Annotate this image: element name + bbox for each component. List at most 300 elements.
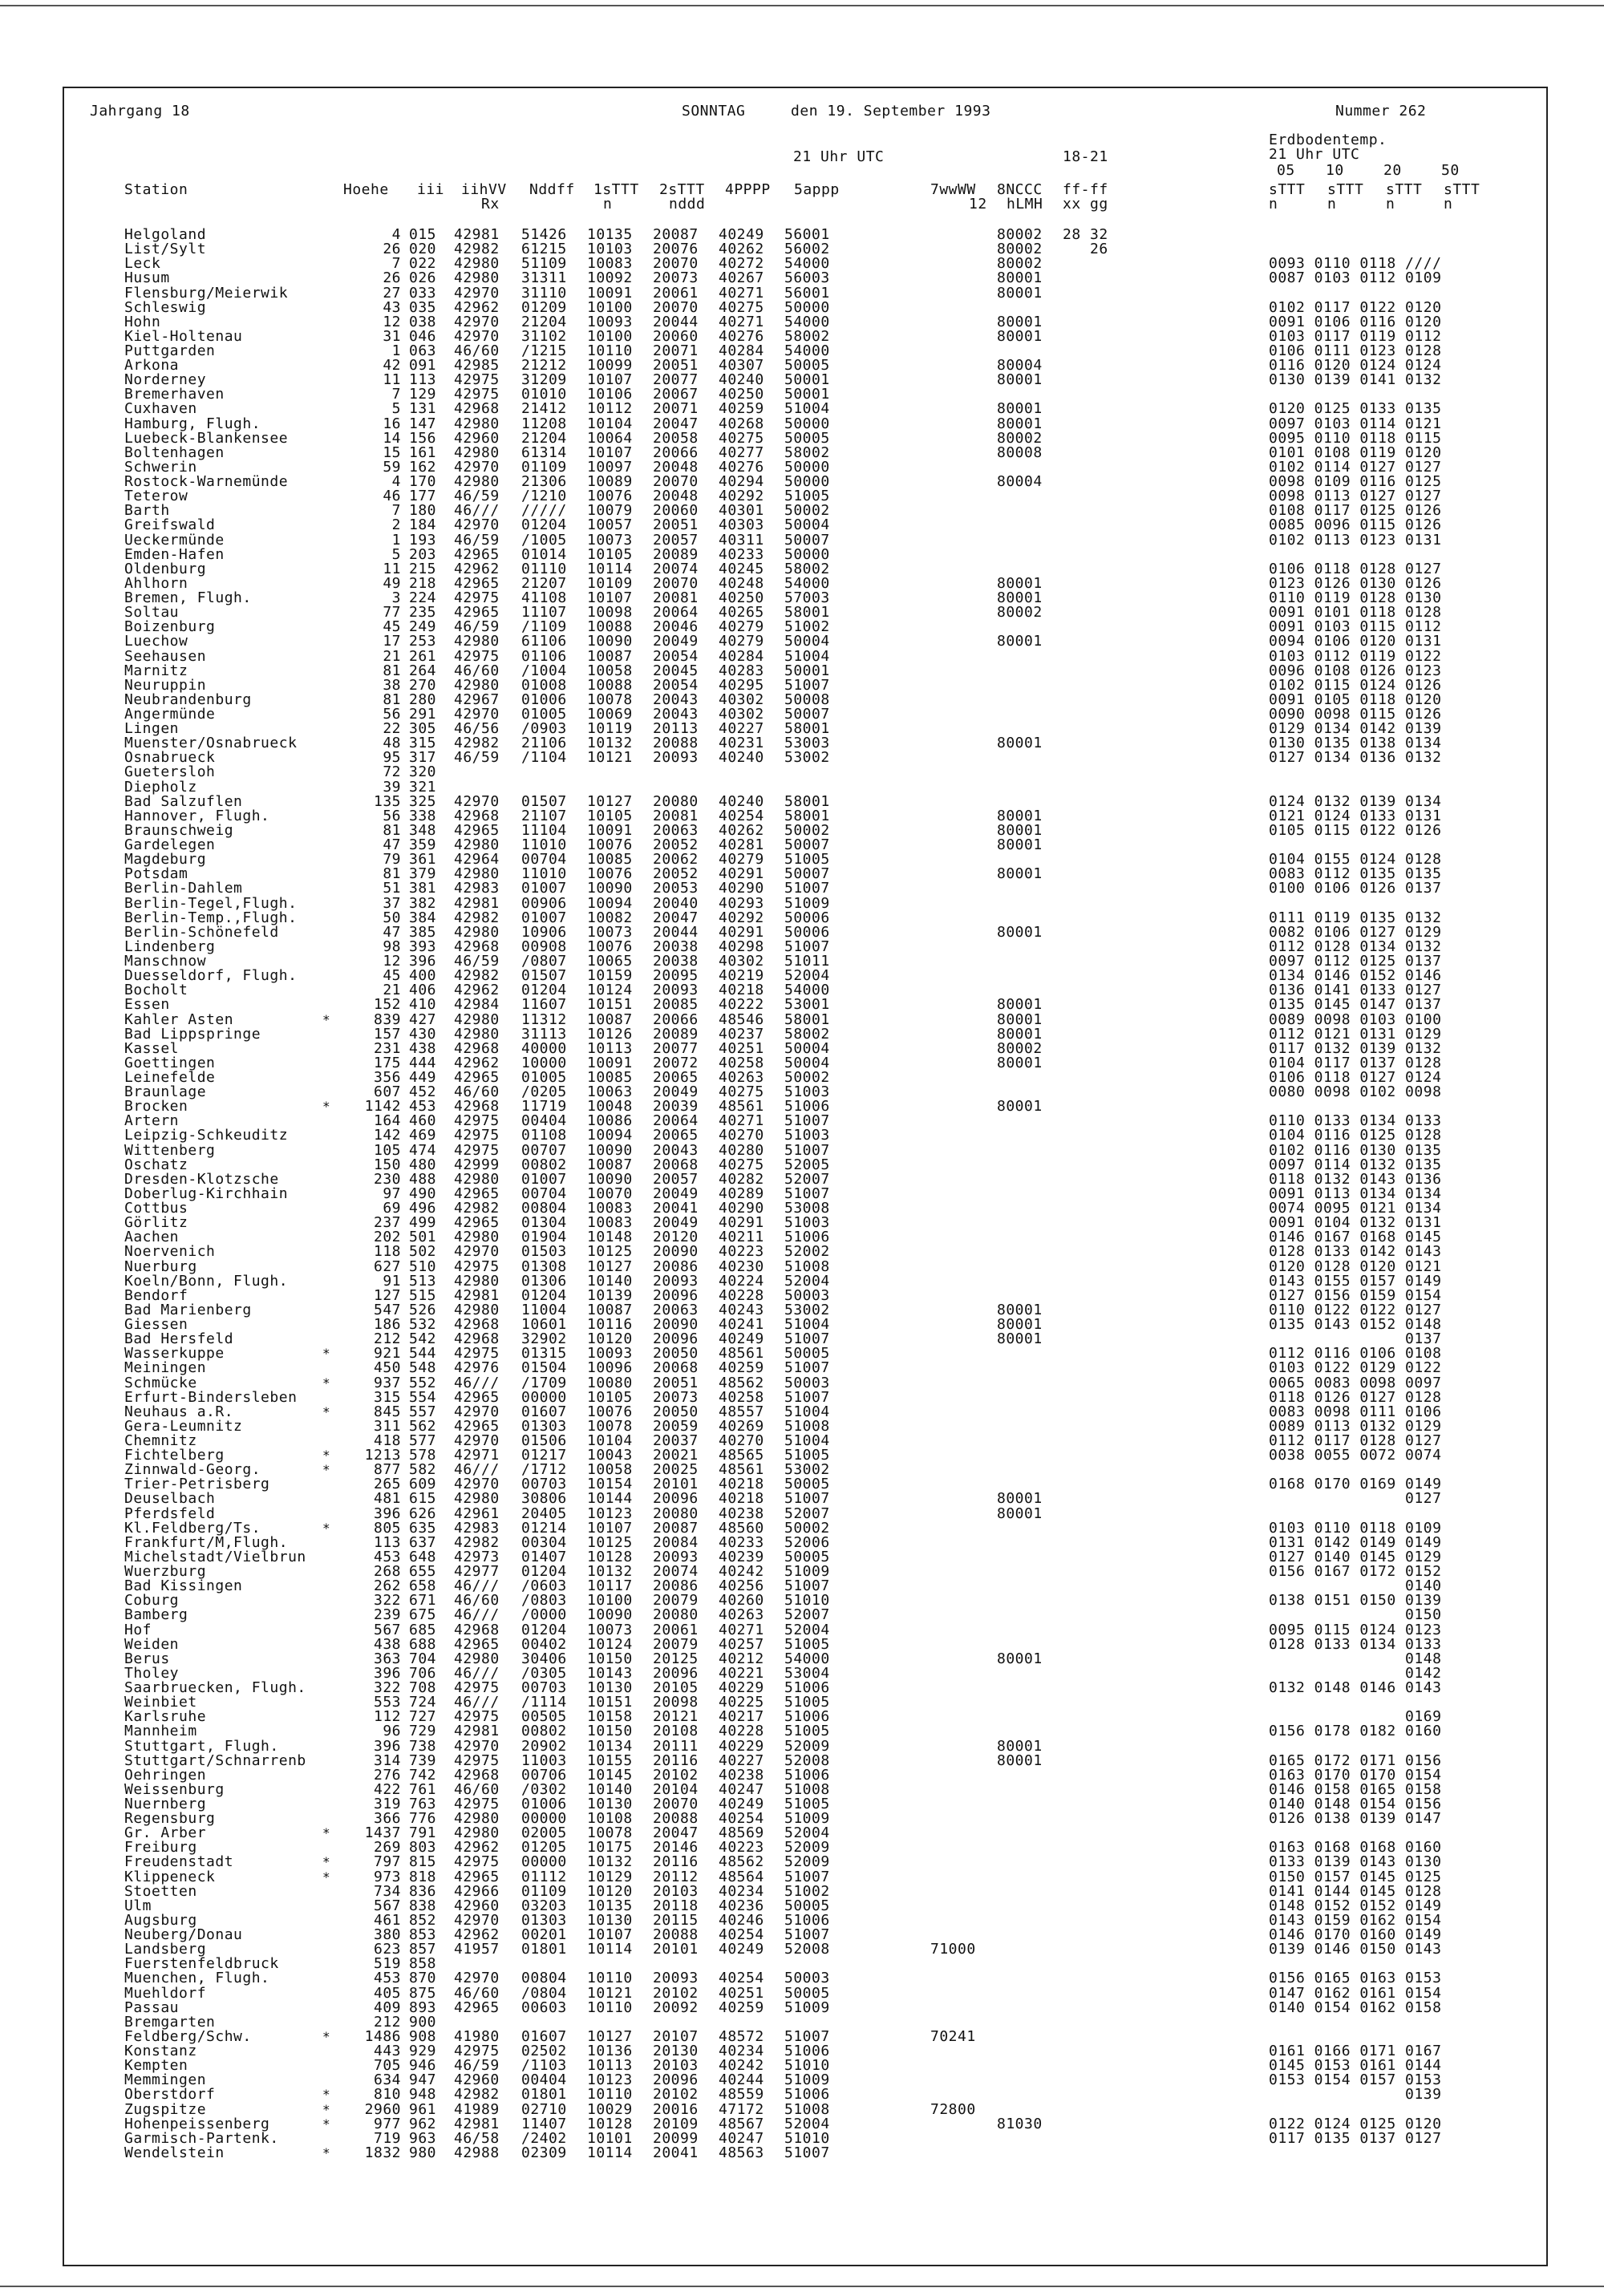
erd-temps: 0121 0124 0133 0131 (1269, 807, 1442, 824)
erd-temps: 0106 0118 0128 0127 (1269, 560, 1442, 577)
iii: 947 (409, 2071, 437, 2089)
erd-temps: 0146 0167 0168 0145 (1269, 1229, 1442, 1246)
station-name: Gardelegen (124, 836, 216, 853)
hoehe: 43 (383, 298, 401, 316)
group-1sttt: 10092 (587, 269, 633, 287)
nddff: 00404 (521, 2071, 567, 2089)
station-name: Landsberg (124, 1941, 207, 1958)
station-name: Soltau (124, 604, 180, 622)
group-1sttt: 10073 (587, 923, 633, 941)
nddff: 01204 (521, 1286, 567, 1304)
nddff: 10000 (521, 1054, 567, 1071)
group-4pppp: 40240 (719, 371, 764, 389)
group-5appp: 52009 (784, 1737, 830, 1755)
group-2sttt: 20090 (653, 1243, 699, 1261)
iihvv: 42970 (454, 516, 500, 534)
group-2sttt: 20080 (653, 792, 699, 810)
group-4pppp: 40302 (719, 690, 764, 708)
group-5appp: 58001 (784, 792, 830, 810)
iihvv: 42960 (454, 429, 500, 447)
iihvv: 42970 (454, 458, 500, 476)
group-1sttt: 10112 (587, 400, 633, 418)
group-5appp: 50000 (784, 545, 830, 563)
hoehe: 315 (373, 1388, 401, 1406)
table-row (0, 1608, 1604, 1622)
col-erd-sttt-2: sTTT (1327, 181, 1364, 198)
group-1sttt: 10110 (587, 342, 633, 359)
iihvv: 42981 (454, 1286, 500, 1304)
erd-temps: 0133 0139 0143 0130 (1269, 1853, 1442, 1871)
iihvv: 42962 (454, 1926, 500, 1943)
erd-temps: 0126 0138 0139 0147 (1269, 1810, 1442, 1828)
group-1sttt: 10093 (587, 313, 633, 330)
hoehe: 97 (383, 1184, 401, 1202)
station-name: Stuttgart/Schnarrenb (124, 1751, 306, 1769)
station-name: Freudenstadt (124, 1853, 234, 1871)
erd-temps: 0083 0098 0111 0106 (1269, 1403, 1442, 1420)
mountain-marker: * (322, 1403, 330, 1419)
iii: 526 (409, 1301, 437, 1318)
table-row (0, 1039, 1604, 1057)
group-4pppp: 40298 (719, 937, 764, 955)
group-5appp: 50005 (784, 1345, 830, 1363)
station-name: Weinbiet (124, 1694, 197, 1711)
group-2sttt: 20116 (653, 1751, 699, 1769)
station-name: Berlin-Tegel,Flugh. (124, 894, 298, 912)
nddff: 51426 (521, 226, 567, 243)
group-5appp: 54000 (784, 1650, 830, 1667)
iihvv: 42982 (454, 1200, 500, 1217)
iihvv: 42975 (454, 1708, 500, 1726)
hoehe: 805 (373, 1519, 401, 1537)
group-4pppp: 40258 (719, 1388, 764, 1406)
group-4pppp: 40262 (719, 821, 764, 839)
group-1sttt: 10083 (587, 1214, 633, 1232)
iihvv: 42980 (454, 1824, 500, 1842)
group-1sttt: 10128 (587, 2115, 633, 2132)
group-5appp: 51006 (784, 2086, 830, 2104)
nddff: 21207 (521, 574, 567, 592)
group-4pppp: 40211 (719, 1229, 764, 1246)
group-2sttt: 20093 (653, 1272, 699, 1290)
erd-temps: 0132 0148 0146 0143 (1269, 1679, 1442, 1696)
group-2sttt: 20104 (653, 1780, 699, 1798)
group-4pppp: 40244 (719, 2071, 764, 2089)
nddff: 01503 (521, 1243, 567, 1261)
group-5appp: 51003 (784, 1127, 830, 1144)
group-8nccc: 80001 (997, 836, 1043, 853)
hoehe: 977 (373, 2115, 401, 2132)
group-8nccc: 80008 (997, 443, 1043, 461)
group-5appp: 50005 (784, 1548, 830, 1565)
table-row (0, 678, 1604, 693)
hoehe: 81 (383, 821, 401, 839)
nddff: /1104 (521, 749, 567, 767)
group-5appp: 50004 (784, 1054, 830, 1071)
group-8nccc: 80001 (997, 1301, 1043, 1318)
iihvv: 42971 (454, 1447, 500, 1464)
group-4pppp: 48567 (719, 2115, 764, 2132)
nddff: 40000 (521, 1039, 567, 1057)
group-8nccc: 80001 (997, 1330, 1043, 1348)
erd-temps: 0156 0165 0163 0153 (1269, 1970, 1442, 1987)
group-4pppp: 40275 (719, 429, 764, 447)
group-2sttt: 20108 (653, 1723, 699, 1740)
station-name: Leipzig-Schkeuditz (124, 1127, 289, 1144)
iii: 393 (409, 937, 437, 955)
group-4pppp: 40270 (719, 1127, 764, 1144)
nddff: 01407 (521, 1548, 567, 1565)
hoehe: 17 (383, 633, 401, 650)
hoehe: 1213 (364, 1447, 401, 1464)
hoehe: 973 (373, 1868, 401, 1885)
iihvv: 42970 (454, 792, 500, 810)
iihvv: 42970 (454, 1432, 500, 1449)
group-4pppp: 40301 (719, 502, 764, 520)
group-1sttt: 10130 (587, 1911, 633, 1929)
group-4pppp: 48561 (719, 1098, 764, 1116)
hoehe: 14 (383, 429, 401, 447)
erd-temps: 0112 0117 0128 0127 (1269, 1432, 1442, 1449)
nddff: 01506 (521, 1432, 567, 1449)
nddff: /1210 (521, 488, 567, 505)
station-name: Luebeck-Blankensee (124, 429, 289, 447)
hoehe: 45 (383, 967, 401, 985)
iihvv: 42965 (454, 1069, 500, 1086)
table-row (0, 881, 1604, 896)
erd-temps: 0089 0113 0132 0129 (1269, 1417, 1442, 1435)
group-2sttt: 20079 (653, 1635, 699, 1653)
erd-temps: 0094 0106 0120 0131 (1269, 633, 1442, 650)
table-row (0, 1521, 1604, 1536)
station-name: Wasserkuppe (124, 1345, 225, 1363)
iii: 655 (409, 1563, 437, 1580)
station-name: Essen (124, 996, 170, 1014)
group-1sttt: 10076 (587, 488, 633, 505)
station-name: Hohenpeissenberg (124, 2115, 270, 2132)
hoehe: 443 (373, 2043, 401, 2059)
group-2sttt: 20060 (653, 502, 699, 520)
station-name: Muenster/Osnabrueck (124, 735, 298, 752)
iii: 430 (409, 1025, 437, 1043)
group-4pppp: 40228 (719, 1286, 764, 1304)
iii: 035 (409, 298, 437, 316)
group-4pppp: 47172 (719, 2100, 764, 2118)
nddff: 00404 (521, 1112, 567, 1130)
iihvv: 41980 (454, 2027, 500, 2045)
station-name: Wendelstein (124, 2144, 225, 2161)
iii: 038 (409, 313, 437, 330)
iihvv: 42968 (454, 937, 500, 955)
nddff: 01205 (521, 1839, 567, 1857)
station-name: Marnitz (124, 662, 188, 679)
nddff: 11107 (521, 604, 567, 622)
iihvv: 42975 (454, 1679, 500, 1696)
group-1sttt: 10129 (587, 1868, 633, 1885)
mountain-marker: * (322, 1869, 330, 1885)
hoehe: 5 (391, 545, 401, 563)
table-row (0, 1882, 1604, 1900)
iii: 382 (409, 894, 437, 912)
iii: 582 (409, 1461, 437, 1479)
group-4pppp: 40249 (719, 1941, 764, 1958)
mountain-marker: * (322, 1099, 330, 1115)
table-row (0, 1635, 1604, 1653)
hoehe: 27 (383, 284, 401, 302)
iii: 857 (409, 1941, 437, 1958)
group-8nccc: 80004 (997, 357, 1043, 375)
iii: 063 (409, 342, 437, 359)
iii: 724 (409, 1694, 437, 1711)
erd-temps: 0091 0103 0115 0112 (1269, 618, 1442, 636)
hoehe: 237 (373, 1214, 401, 1232)
nddff: /1215 (521, 342, 567, 359)
group-8nccc: 80001 (997, 923, 1043, 941)
group-4pppp: 40254 (719, 1926, 764, 1943)
col-4pppp: 4PPPP (725, 181, 771, 198)
iii: 113 (409, 371, 437, 389)
group-4pppp: 40271 (719, 313, 764, 330)
group-2sttt: 20046 (653, 618, 699, 636)
station-name: Goettingen (124, 1054, 216, 1071)
group-4pppp: 48560 (719, 1519, 764, 1537)
iihvv: 42981 (454, 226, 500, 243)
erd-temps: 0089 0098 0103 0100 (1269, 1010, 1442, 1028)
group-2sttt: 20103 (653, 1882, 699, 1900)
iii: 474 (409, 1141, 437, 1159)
group-5appp: 51007 (784, 1926, 830, 1943)
group-5appp: 54000 (784, 574, 830, 592)
nddff: 20405 (521, 1504, 567, 1522)
group-4pppp: 40284 (719, 647, 764, 665)
erd-temps: 0143 0155 0157 0149 (1269, 1272, 1442, 1290)
col-erd-sttt-4: sTTT (1444, 181, 1480, 198)
hoehe: 405 (373, 1984, 401, 2002)
iii: 675 (409, 1606, 437, 1624)
group-2sttt: 20074 (653, 1563, 699, 1580)
table-row (0, 792, 1604, 810)
station-name: Seehausen (124, 647, 207, 665)
group-5appp: 52007 (784, 1504, 830, 1522)
nddff: 01106 (521, 647, 567, 665)
group-1sttt: 10043 (587, 1447, 633, 1464)
group-1sttt: 10121 (587, 1984, 633, 2002)
iihvv: 42980 (454, 415, 500, 432)
iii: 688 (409, 1635, 437, 1653)
nddff: 10906 (521, 923, 567, 941)
group-4pppp: 40303 (719, 516, 764, 534)
group-5appp: 51009 (784, 894, 830, 912)
station-name: Erfurt-Bindersleben (124, 1388, 298, 1406)
erd-temps: 0140 0154 0162 0158 (1269, 1998, 1442, 2016)
erd-temps: 0097 0112 0125 0137 (1269, 953, 1442, 970)
iihvv: 42965 (454, 1417, 500, 1435)
group-1sttt: 10150 (587, 1723, 633, 1740)
iii: 948 (409, 2086, 437, 2104)
nddff: 01607 (521, 2027, 567, 2045)
hoehe: 396 (373, 1504, 401, 1522)
station-name: Neubrandenburg (124, 690, 252, 708)
hoehe: 22 (383, 720, 401, 738)
group-4pppp: 40224 (719, 1272, 764, 1290)
iihvv: 42980 (454, 1229, 500, 1246)
iihvv: 42965 (454, 1998, 500, 2016)
nddff: 00000 (521, 1388, 567, 1406)
iihvv: 42980 (454, 865, 500, 883)
table-row (0, 1027, 1604, 1042)
station-name: Stoetten (124, 1882, 197, 1900)
erd-temps: 0103 0117 0119 0112 (1269, 327, 1442, 345)
nddff: 31113 (521, 1025, 567, 1043)
erd-temps: 0129 0134 0142 0139 (1269, 720, 1442, 738)
group-2sttt: 20087 (653, 1519, 699, 1537)
station-name: Frankfurt/M,Flugh. (124, 1533, 289, 1551)
erd-temps: 0098 0113 0127 0127 (1269, 488, 1442, 505)
group-5appp: 58002 (784, 443, 830, 461)
table-row (0, 2087, 1604, 2102)
depth-20: 20 (1383, 162, 1402, 179)
erd-temps: 0120 0128 0120 0121 (1269, 1257, 1442, 1275)
nddff: 00908 (521, 937, 567, 955)
group-4pppp: 40270 (719, 1432, 764, 1449)
group-8nccc: 80001 (997, 633, 1043, 650)
group-4pppp: 40231 (719, 735, 764, 752)
hoehe: 56 (383, 807, 401, 824)
group-4pppp: 40290 (719, 880, 764, 897)
group-2sttt: 20098 (653, 1694, 699, 1711)
nddff: 01112 (521, 1868, 567, 1885)
group-4pppp: 40275 (719, 1156, 764, 1173)
erd-temps: 0112 0128 0134 0132 (1269, 937, 1442, 955)
hoehe: 81 (383, 865, 401, 883)
group-5appp: 50000 (784, 415, 830, 432)
erd-temps: 0145 0153 0161 0144 (1269, 2057, 1442, 2075)
iihvv: 42999 (454, 1156, 500, 1173)
station-name: Neuhaus a.R. (124, 1403, 234, 1420)
iii: 791 (409, 1824, 437, 1842)
iii: 626 (409, 1504, 437, 1522)
group-5appp: 56002 (784, 241, 830, 258)
group-2sttt: 20063 (653, 1301, 699, 1318)
group-5appp: 52007 (784, 1606, 830, 1624)
group-8nccc: 80001 (997, 1737, 1043, 1755)
nddff: 01801 (521, 1941, 567, 1958)
hoehe: 2 (391, 516, 401, 534)
group-4pppp: 48565 (719, 1447, 764, 1464)
group-5appp: 51006 (784, 1766, 830, 1784)
iii: 815 (409, 1853, 437, 1871)
erd-temps: 0110 0122 0122 0127 (1269, 1301, 1442, 1318)
group-4pppp: 40292 (719, 909, 764, 926)
hoehe: 627 (373, 1257, 401, 1275)
group-1sttt: 10069 (587, 706, 633, 723)
mountain-marker: * (322, 1854, 330, 1870)
iii: 515 (409, 1286, 437, 1304)
hoehe: 202 (373, 1229, 401, 1246)
group-8nccc: 80001 (997, 400, 1043, 418)
group-5appp: 50001 (784, 386, 830, 403)
group-2sttt: 20065 (653, 1069, 699, 1086)
table-row (0, 765, 1604, 780)
erd-temps: 0120 0125 0133 0135 (1269, 400, 1442, 418)
group-1sttt: 10113 (587, 2057, 633, 2075)
station-name: Weissenburg (124, 1780, 225, 1798)
station-name: Manschnow (124, 953, 207, 970)
station-name: Hohn (124, 313, 161, 330)
iii: 818 (409, 1868, 437, 1885)
group-2sttt: 20063 (653, 821, 699, 839)
group-1sttt: 10097 (587, 458, 633, 476)
group-4pppp: 40262 (719, 241, 764, 258)
erd-temps: 0083 0112 0135 0135 (1269, 865, 1442, 883)
hoehe: 77 (383, 604, 401, 622)
group-2sttt: 20088 (653, 735, 699, 752)
group-2sttt: 20096 (653, 1286, 699, 1304)
hoehe: 705 (373, 2057, 401, 2075)
group-4pppp: 40275 (719, 1083, 764, 1101)
station-name: Neuberg/Donau (124, 1926, 243, 1943)
group-2sttt: 20092 (653, 1998, 699, 2016)
nddff: /1004 (521, 662, 567, 679)
hoehe: 363 (373, 1650, 401, 1667)
group-4pppp: 40233 (719, 1533, 764, 1551)
iihvv: 42970 (454, 1970, 500, 1987)
group-1sttt: 10151 (587, 1694, 633, 1711)
iihvv: 42962 (454, 560, 500, 577)
iii: 852 (409, 1911, 437, 1929)
depth-50: 50 (1441, 162, 1460, 179)
station-name: Hannover, Flugh. (124, 807, 270, 824)
group-1sttt: 10090 (587, 1170, 633, 1188)
hoehe: 4 (391, 226, 401, 243)
iihvv: 42968 (454, 1098, 500, 1116)
erd-temps: 0142 (1269, 1664, 1442, 1682)
group-2sttt: 20071 (653, 342, 699, 359)
group-5appp: 50000 (784, 458, 830, 476)
station-name: Giessen (124, 1316, 188, 1333)
group-4pppp: 40217 (719, 1708, 764, 1726)
group-5appp: 51007 (784, 1490, 830, 1508)
group-2sttt: 20043 (653, 706, 699, 723)
group-5appp: 52008 (784, 1941, 830, 1958)
hoehe: 49 (383, 574, 401, 592)
hoehe: 262 (373, 1577, 401, 1595)
group-1sttt: 10105 (587, 1388, 633, 1406)
group-2sttt: 20070 (653, 298, 699, 316)
station-name: Bremen, Flugh. (124, 589, 252, 606)
group-5appp: 51006 (784, 1229, 830, 1246)
group-2sttt: 20146 (653, 1839, 699, 1857)
iihvv: 42968 (454, 1316, 500, 1333)
group-4pppp: 40293 (719, 894, 764, 912)
nddff: 20902 (521, 1737, 567, 1755)
iii: 046 (409, 327, 437, 345)
hoehe: 96 (383, 1723, 401, 1740)
group-1sttt: 10125 (587, 1533, 633, 1551)
nddff: 30406 (521, 1650, 567, 1667)
group-2sttt: 20089 (653, 1025, 699, 1043)
iii: 406 (409, 982, 437, 999)
hoehe: 31 (383, 327, 401, 345)
group-1sttt: 10124 (587, 982, 633, 999)
group-5appp: 51004 (784, 1403, 830, 1420)
hoehe: 396 (373, 1664, 401, 1682)
table-row (0, 2146, 1604, 2160)
hoehe: 81 (383, 690, 401, 708)
nddff: 01904 (521, 1229, 567, 1246)
iii: 900 (409, 2013, 437, 2031)
group-2sttt: 20065 (653, 1127, 699, 1144)
